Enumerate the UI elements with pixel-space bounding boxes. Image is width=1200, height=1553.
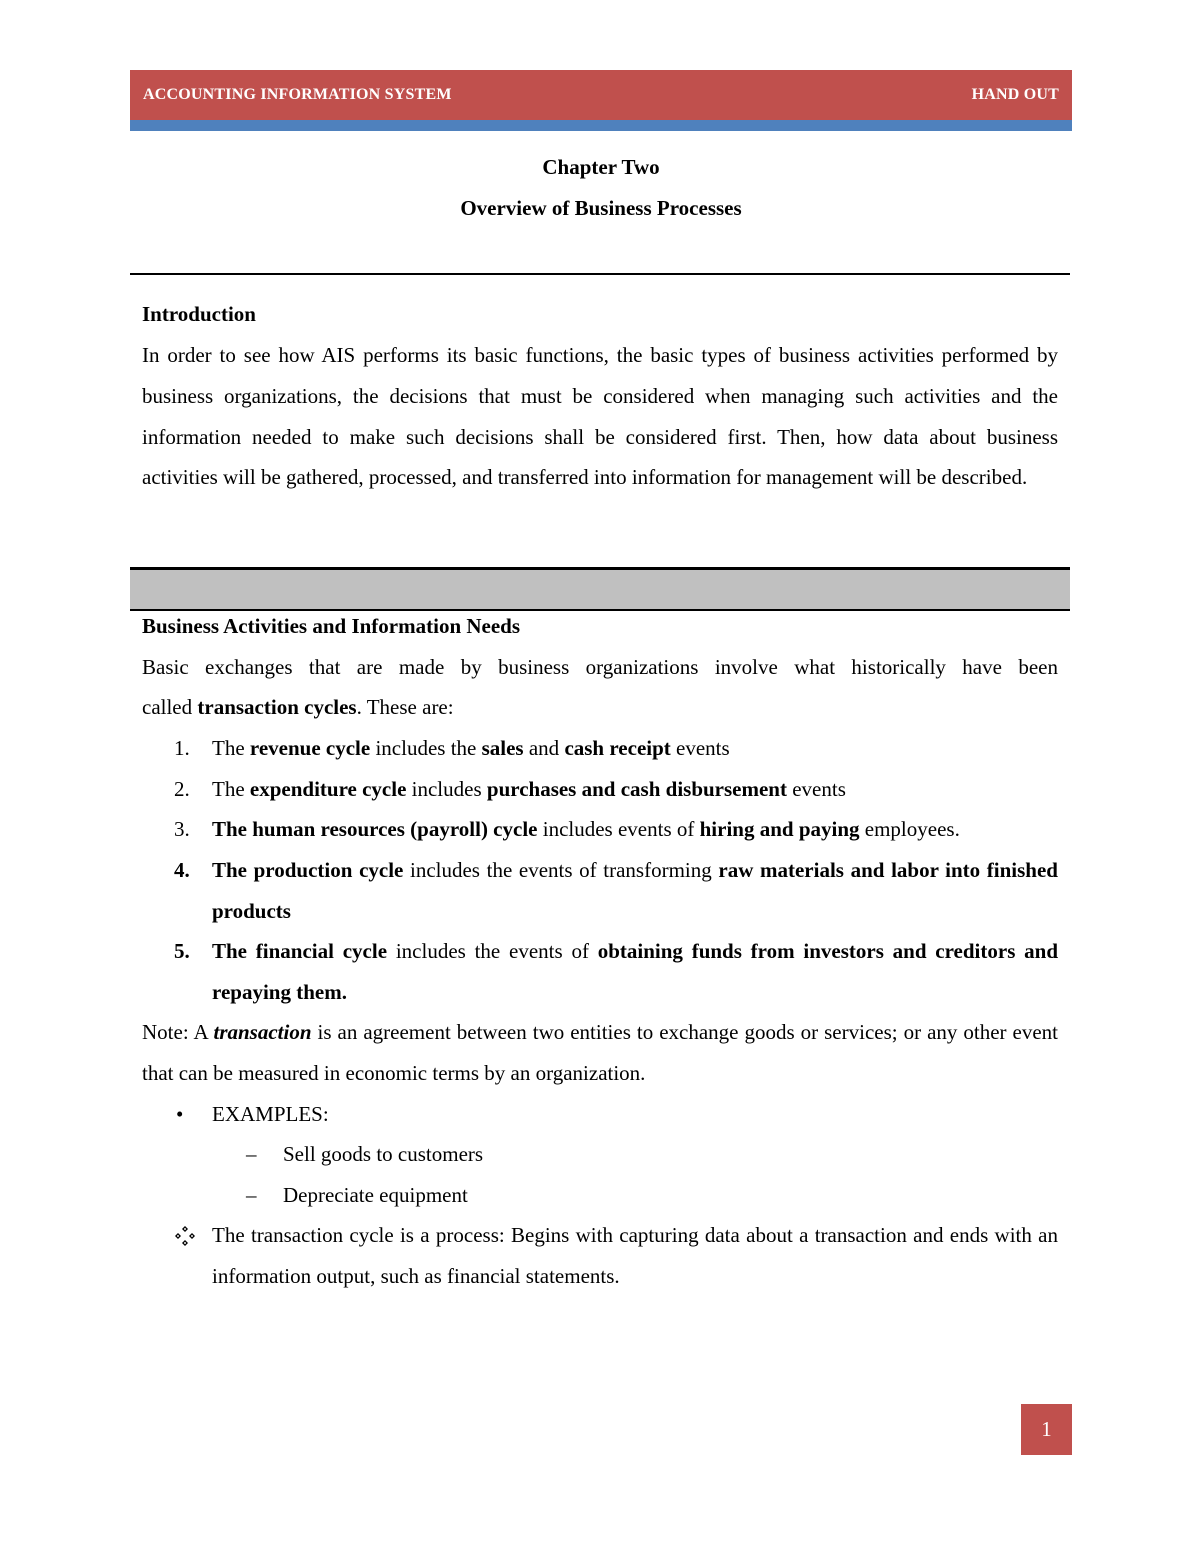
section-intro-line-2: called transaction cycles. These are: [142, 695, 454, 719]
chapter-title: Chapter Two [542, 155, 660, 179]
list-number: 5. [174, 939, 190, 963]
list-number: 2. [174, 777, 190, 801]
section-heading: Business Activities and Information Needs [142, 614, 521, 638]
dash-icon: – [246, 1183, 257, 1207]
header-accent-stripe [130, 120, 1072, 131]
transaction-term: transaction [213, 1020, 312, 1044]
list-item-payroll-cycle: The human resources (payroll) cycle includes events of hiring and paying employees. [212, 817, 960, 841]
list-number: 1. [174, 736, 190, 760]
transaction-cycle-process-note: The transaction cycle is a process: Begins with capturing data about a transaction and ends with an information output, such as financial statements. [212, 1223, 1058, 1288]
list-number: 3. [174, 817, 190, 841]
list-item-production-cycle: The production cycle includes the events of transforming raw materials and labor into finished products [212, 858, 1058, 923]
section-separator-band [130, 567, 1070, 611]
header-course-title: ACCOUNTING INFORMATION SYSTEM [143, 86, 452, 103]
example-item: Depreciate equipment [283, 1183, 468, 1207]
transaction-note: Note: A transaction is an agreement between two entities to exchange goods or services; or any other event that can be measured in economic terms by an organization. [142, 1020, 1058, 1085]
list-number: 4. [174, 858, 190, 882]
examples-label: EXAMPLES: [212, 1102, 329, 1126]
document-header [130, 70, 1072, 120]
four-diamond-bullet-icon [174, 1225, 196, 1247]
introduction-heading: Introduction [142, 302, 256, 326]
header-doc-type: HAND OUT [971, 86, 1059, 103]
divider-rule [130, 273, 1070, 275]
bullet-icon: • [176, 1102, 184, 1126]
list-item-financial-cycle: The financial cycle includes the events of obtaining funds from investors and creditors and repaying them. [212, 939, 1059, 1004]
example-item: Sell goods to customers [283, 1142, 484, 1166]
list-item-revenue-cycle: The revenue cycle includes the sales and cash receipt events [212, 736, 730, 760]
chapter-subtitle: Overview of Business Processes [460, 196, 742, 220]
section-intro-line: Basic exchanges that are made by business organizations involve what historically have been [142, 655, 1058, 679]
dash-icon: – [246, 1142, 257, 1166]
list-item-expenditure-cycle: The expenditure cycle includes purchases and cash disbursement events [212, 777, 846, 801]
introduction-paragraph: In order to see how AIS performs its basic functions, the basic types of business activities performed by business organizations, the decisions that must be considered when managing such activities and the information needed to make such decisions shall be considered first. Then, how data about business activities will be gathered, processed, and transferred into information for management will be described. [142, 343, 1058, 490]
transaction-cycles-term: transaction cycles [197, 695, 357, 719]
page-number: 1 [1021, 1404, 1072, 1455]
